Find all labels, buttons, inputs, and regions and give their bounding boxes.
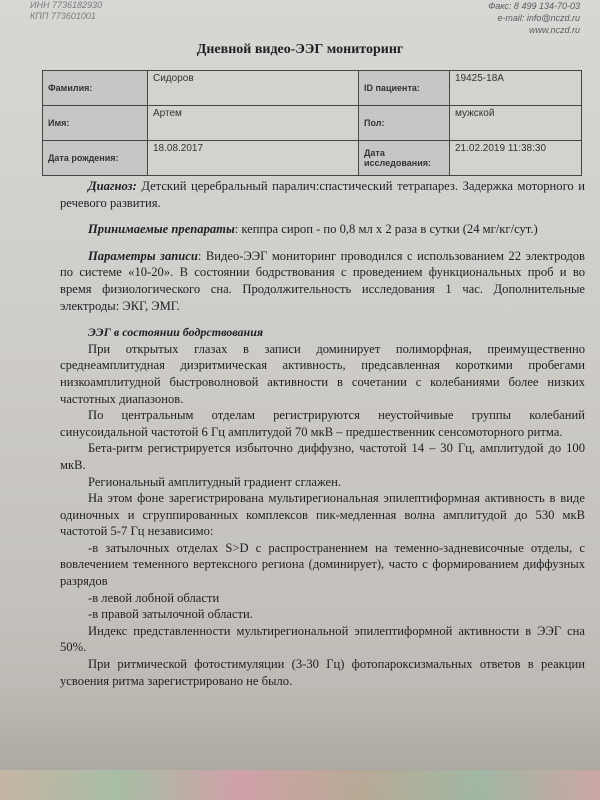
paragraph-occipital: -в затылочных отделах S>D с распространением на теменно-задневисочные отделы, с вовлечением теменного вертексного региона (доминирует), часто с формированием диффузных разрядов (60, 540, 585, 589)
name-value: Артем (148, 106, 359, 141)
paragraph-index: Индекс представленности мультирегиональной эпилептиформной активности в ЭЭГ сна 50%. (60, 623, 585, 655)
exam-date-label: Дата исследования: (359, 141, 450, 176)
fax-line: Факс: 8 499 134-70-03 (488, 1, 580, 11)
paragraph-epileptiform: На этом фоне зарегистрирована мультирегиональная эпилептиформная активность в виде одиночных и сгруппированных комплексов пик-медленная волна амплитудой до 530 мкВ частотой 5-7 Гц независимо: (60, 491, 585, 539)
paragraph-beta: Бета-ритм регистрируется избыточно диффузно, частотой 14 – 30 Гц, амплитудой до 100 мкВ. (60, 441, 585, 472)
sex-label: Пол: (359, 106, 450, 141)
paragraph-polymorphic: При открытых глазах в записи доминирует полиморфная, преимущественно среднеамплитудная дизритмическая активность, предсавленная короткими пробегами низкоамплитудной быстроволновой активности в сочетании с колебаниями более низких частотных диапазонов. (60, 341, 585, 406)
report-body (60, 178, 585, 689)
patient-id-value: 19425-18А (450, 71, 582, 106)
header-requisites (30, 0, 102, 22)
dob-value: 18.08.2017 (148, 141, 359, 176)
params-paragraph (60, 248, 585, 314)
inn-line: ИНН 7736182930 (30, 0, 102, 10)
background-fabric (0, 770, 600, 800)
drugs-label: Принимаемые препараты (88, 222, 235, 237)
surname-label: Фамилия: (43, 71, 148, 106)
drugs-paragraph (60, 221, 585, 238)
drugs-text: : кеппра сироп - по 0,8 мл х 2 раза в сутки (24 мг/кг/сут.) (234, 222, 538, 237)
paragraph-central: По центральным отделам регистрируются неустойчивые группы колебаний синусоидальной частотой 6 Гц амплитудой 70 мкВ – предшественник сенсомоторного ритма. (60, 408, 585, 439)
kpp-line: КПП 773601001 (30, 11, 96, 21)
surname-value: Сидоров (148, 71, 359, 106)
header-contacts (470, 0, 580, 36)
document-title: Дневной видео-ЭЭГ мониторинг (196, 42, 404, 57)
name-label: Имя: (43, 106, 148, 141)
email-line: e-mail: info@nczd.ru (497, 13, 580, 23)
website-line: www.nczd.ru (528, 25, 580, 35)
paragraph-right-occipital: -в правой затылочной области. (88, 607, 253, 622)
paragraph-gradient: Региональный амплитудный градиент сглажен. (88, 474, 342, 489)
params-text: : Видео-ЭЭГ мониторинг проводился с использованием 22 электродов по системе «10-20». В состоянии бодрствования с проведением функциональных проб и во время физиологического сна. Продолжительность исследования 1 час. Дополнительные электроды: ЭКГ, ЭМГ. (60, 248, 585, 313)
patient-id-label: ID пациента: (359, 71, 450, 106)
paragraph-photostimulation: При ритмической фотостимуляции (3-30 Гц) фотопароксизмальных ответов в реакции усвоения ритма зарегистрировано не было. (60, 657, 585, 688)
diagnosis-label: Диагноз: (88, 179, 137, 193)
dob-label: Дата рождения: (43, 141, 148, 176)
patient-info-table (42, 70, 582, 176)
awake-heading: ЭЭГ в состоянии бодрствования (88, 325, 264, 340)
diagnosis-text: Детский церебральный паралич:спастический тетрапарез. Задержка моторного и речевого развития. (60, 179, 585, 210)
sex-value: мужской (450, 106, 582, 141)
params-label: Параметры записи (88, 248, 198, 263)
diagnosis-paragraph (60, 178, 585, 211)
paragraph-left-frontal: -в левой лобной области (88, 590, 220, 605)
exam-date-value: 21.02.2019 11:38:30 (450, 141, 582, 176)
